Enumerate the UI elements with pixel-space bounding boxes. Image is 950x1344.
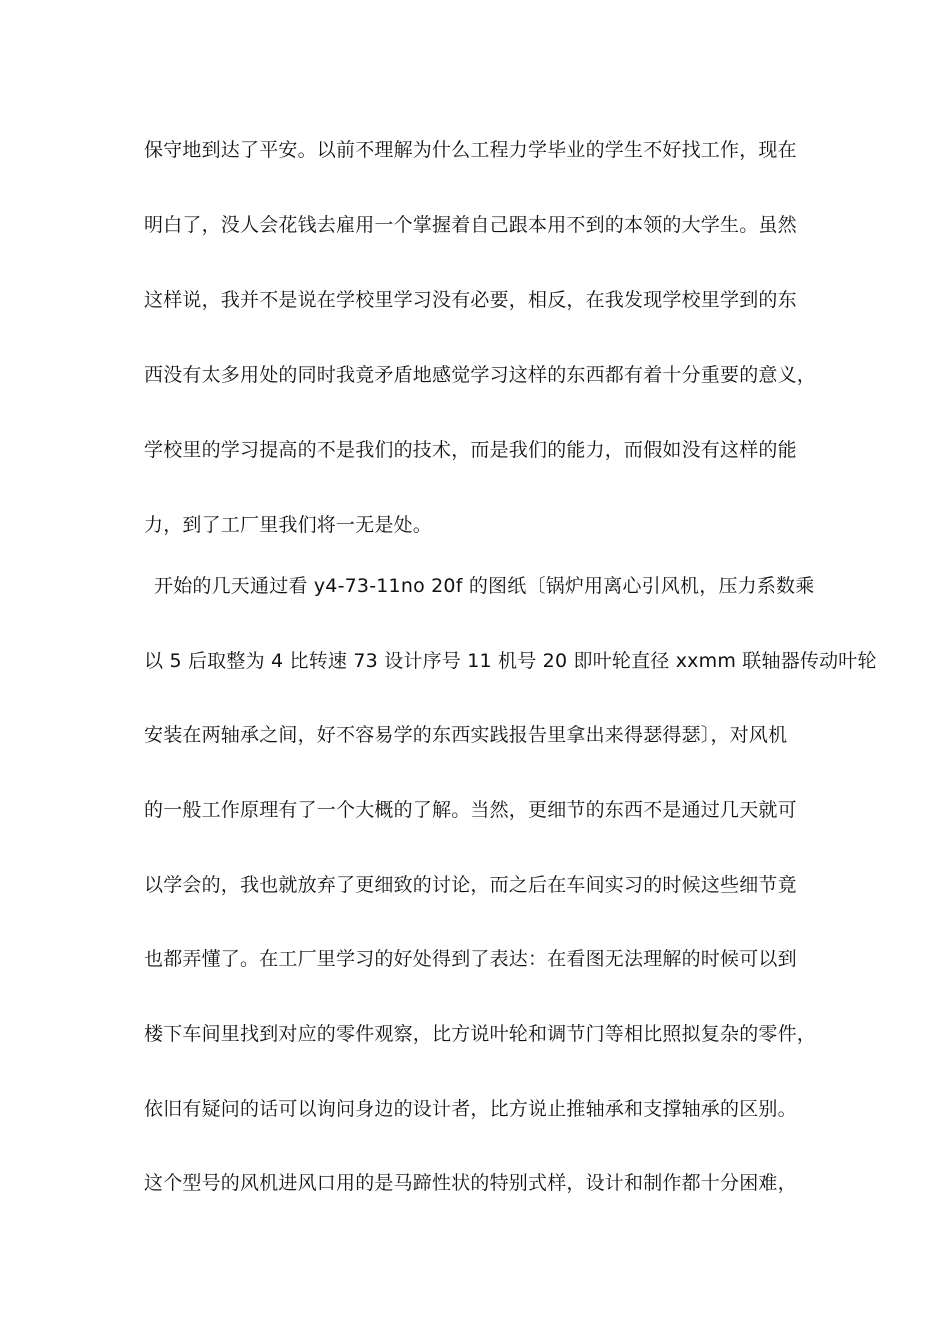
text-line: 这样说，我并不是说在学校里学习没有必要，相反，在我发现学校里学到的东 bbox=[144, 289, 797, 311]
text-line: 学校里的学习提高的不是我们的技术，而是我们的能力，而假如没有这样的能 bbox=[144, 439, 797, 461]
text-line: 以 5 后取整为 4 比转速 73 设计序号 11 机号 20 即叶轮直径 xxmm 联轴器传动叶轮 bbox=[144, 650, 877, 672]
text-line: 这个型号的风机进风口用的是马蹄性状的特别式样，设计和制作都十分困难， bbox=[144, 1172, 797, 1194]
text-line: 保守地到达了平安。以前不理解为什么工程力学毕业的学生不好找工作，现在 bbox=[144, 139, 797, 161]
text-line: 明白了，没人会花钱去雇用一个掌握着自己跟本用不到的本领的大学生。虽然 bbox=[144, 214, 797, 236]
text-line: 力，到了工厂里我们将一无是处。 bbox=[144, 514, 433, 536]
text-line: 也都弄懂了。在工厂里学习的好处得到了表达：在看图无法理解的时候可以到 bbox=[144, 948, 797, 970]
text-line: 西没有太多用处的同时我竟矛盾地感觉学习这样的东西都有着十分重要的意义， bbox=[144, 364, 817, 386]
text-line: 楼下车间里找到对应的零件观察，比方说叶轮和调节门等相比照拟复杂的零件， bbox=[144, 1023, 817, 1045]
text-line: 依旧有疑问的话可以询问身边的设计者，比方说止推轴承和支撑轴承的区别。 bbox=[144, 1098, 797, 1120]
text-line: 以学会的，我也就放弃了更细致的讨论，而之后在车间实习的时候这些细节竟 bbox=[144, 874, 797, 896]
text-line: 安装在两轴承之间，好不容易学的东西实践报告里拿出来得瑟得瑟〕，对风机 bbox=[144, 724, 788, 746]
text-line: 的一般工作原理有了一个大概的了解。当然，更细节的东西不是通过几天就可 bbox=[144, 799, 797, 821]
paragraph-first-line: 开始的几天通过看 y4-73-11no 20f 的图纸〔锅炉用离心引风机，压力系数乘 bbox=[154, 575, 815, 597]
